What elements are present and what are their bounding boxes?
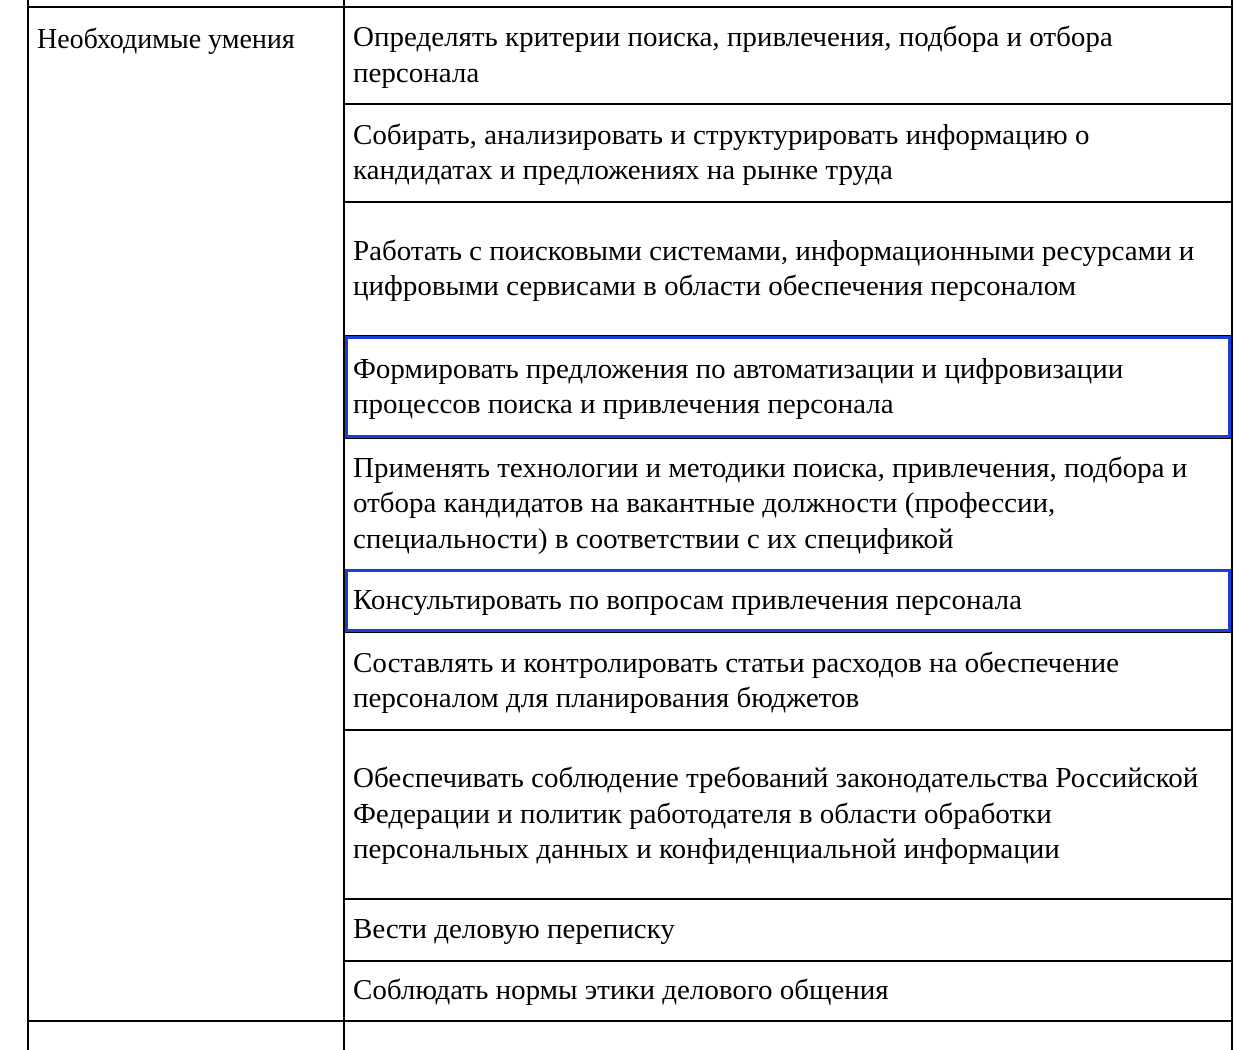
skill-row-text: Определять критерии поиска, привлечения, подбора и отбора персонала: [353, 21, 1113, 89]
row-header-label: Необходимые умения: [37, 24, 295, 55]
skill-row-5[interactable]: [345, 439, 1231, 569]
skill-row-text: Собирать, анализировать и структурировать информацию о кандидатах и предложениях на рынке труда: [353, 118, 1090, 186]
skill-row-text: Работать с поисковыми системами, информационными ресурсами и цифровыми сервисами в области обеспечения персоналом: [353, 234, 1195, 302]
skill-row-text: Применять технологии и методики поиска, привлечения, подбора и отбора кандидатов на вакантные должности (профессии, специальности) в соответствии с их спецификой: [353, 451, 1188, 555]
skill-row-text: Вести деловую переписку: [353, 913, 675, 946]
skill-row-text: Формировать предложения по автоматизации и цифровизации процессов поиска и привлечения персонала: [353, 352, 1124, 420]
skill-row-text: Обеспечивать соблюдение требований законодательства Российской Федерации и политик работодателя в области обработки персональных данных и конфиденциальной информации: [353, 762, 1199, 866]
skill-row-2[interactable]: [345, 105, 1231, 201]
skill-row-4[interactable]: [345, 336, 1231, 438]
skill-row-text: Консультировать по вопросам привлечения персонала: [353, 583, 1023, 616]
skill-row-1[interactable]: [345, 8, 1231, 103]
skill-row-10[interactable]: [345, 962, 1231, 1020]
table-bottom-border: [27, 1020, 1233, 1022]
skill-row-7[interactable]: [345, 633, 1231, 729]
skill-row-9[interactable]: [345, 900, 1231, 960]
skill-row-3[interactable]: [345, 203, 1231, 335]
skill-row-8[interactable]: [345, 731, 1231, 898]
skill-row-6[interactable]: [345, 569, 1231, 632]
skill-row-text: Составлять и контролировать статьи расходов на обеспечение персоналом для планирования бюджетов: [353, 646, 1120, 714]
skill-row-text: Соблюдать нормы этики делового общения: [353, 974, 889, 1007]
